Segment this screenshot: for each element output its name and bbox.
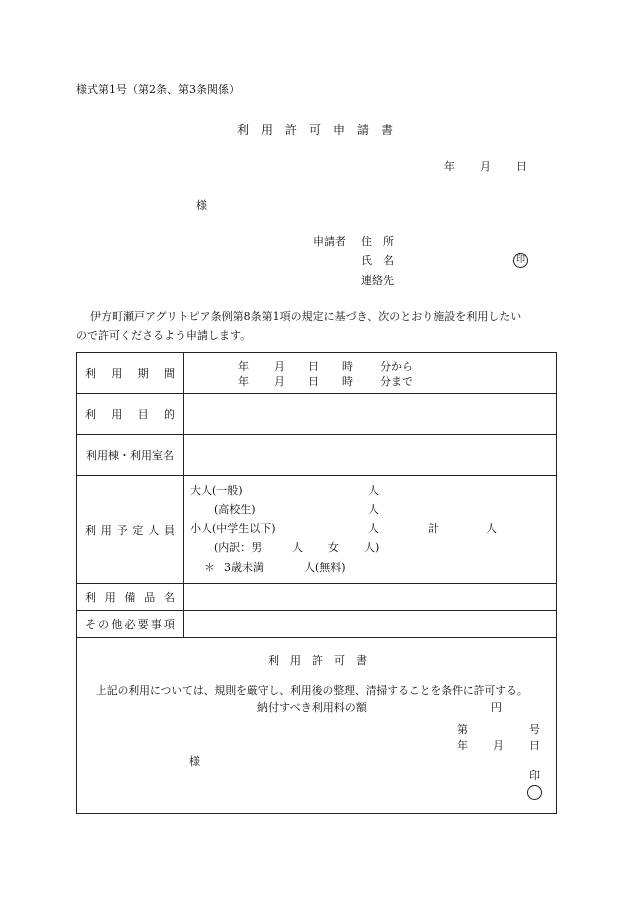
fee-unit: 円 [491,701,502,714]
date-year: 年 [444,160,455,173]
infant-label: 3歳未満 [224,561,264,574]
applicant-name-label: 氏 名 [361,254,394,267]
applicant-contact-label: 連絡先 [361,274,394,287]
people-label: 利 用 予 定 人 員 [85,523,175,537]
highschool-label: (高校生) [214,503,256,516]
permit-section [77,638,556,813]
page-title: 利 用 許 可 申 請 書 [236,123,393,137]
child-label: 小人(中学生以下) [190,522,276,535]
permit-title: 利 用 許 可 書 [268,654,367,667]
purpose-label: 利 用 目 的 [85,408,175,421]
permit-number-suffix: 号 [529,723,540,736]
application-table [76,352,557,814]
row-permit [77,638,557,814]
addressee-suffix: 様 [196,199,207,212]
building-label: 利用棟・利用室名 [77,435,184,476]
intro-line-1: 伊方町瀬戸アグリトピア条例第8条第1項の規定に基づき、次のとおり施設を利用したい [90,310,522,323]
permit-date-year: 年 [457,739,468,752]
period-value[interactable]: 年 月 日 時 分から 年 月 日 時 分まで [184,353,557,394]
infant-note: 人(無料) [304,561,346,574]
row-building [77,435,557,476]
row-period [77,353,557,394]
permit-seal-label: 印 [529,769,540,782]
seal-circle-icon [527,785,542,800]
other-value[interactable] [184,611,557,638]
building-value[interactable] [184,435,557,476]
seal-icon: 印 [513,253,528,268]
applicant-address-label: 住 所 [361,235,394,248]
row-equipment [77,584,557,611]
purpose-value[interactable] [184,394,557,435]
equipment-value[interactable] [184,584,557,611]
equipment-label: 利 用 備 品 名 [85,591,175,604]
other-label: そ の 他 必 要 事 項 [85,618,175,631]
intro-line-2: ので許可くださるよう申請します。 [76,329,252,342]
permit-addressee-suffix: 様 [189,755,200,768]
row-other [77,611,557,638]
period-label: 利 用 期 間 [85,367,175,380]
fee-label: 納付すべき利用料の額 [257,701,367,714]
infant-star: ＊ [204,561,215,574]
permit-number-prefix: 第 [457,723,468,736]
permit-date-day: 日 [529,739,540,752]
permit-text: 上記の利用については、規則を厳守し、利用後の整理、清掃することを条件に許可する。 [96,684,528,697]
date-month: 月 [480,160,491,173]
row-purpose [77,394,557,435]
row-people [77,476,557,584]
applicant-label: 申請者 [313,235,346,248]
breakdown-male: (内訳：男 [214,541,263,554]
breakdown-female: 女 [328,541,339,554]
date-day: 日 [516,160,527,173]
form-id: 様式第1号（第2条、第3条関係） [76,83,240,96]
adult-label: 大人(一般) [190,484,243,497]
people-value[interactable]: 大人(一般) 人 (高校生) 人 小人(中学生以下) 人 計 人 (内訳：男 人 女 人) ＊ 3歳未満 人(無料) [184,476,557,584]
permit-date-month: 月 [493,739,504,752]
total-label: 計 [428,522,439,535]
